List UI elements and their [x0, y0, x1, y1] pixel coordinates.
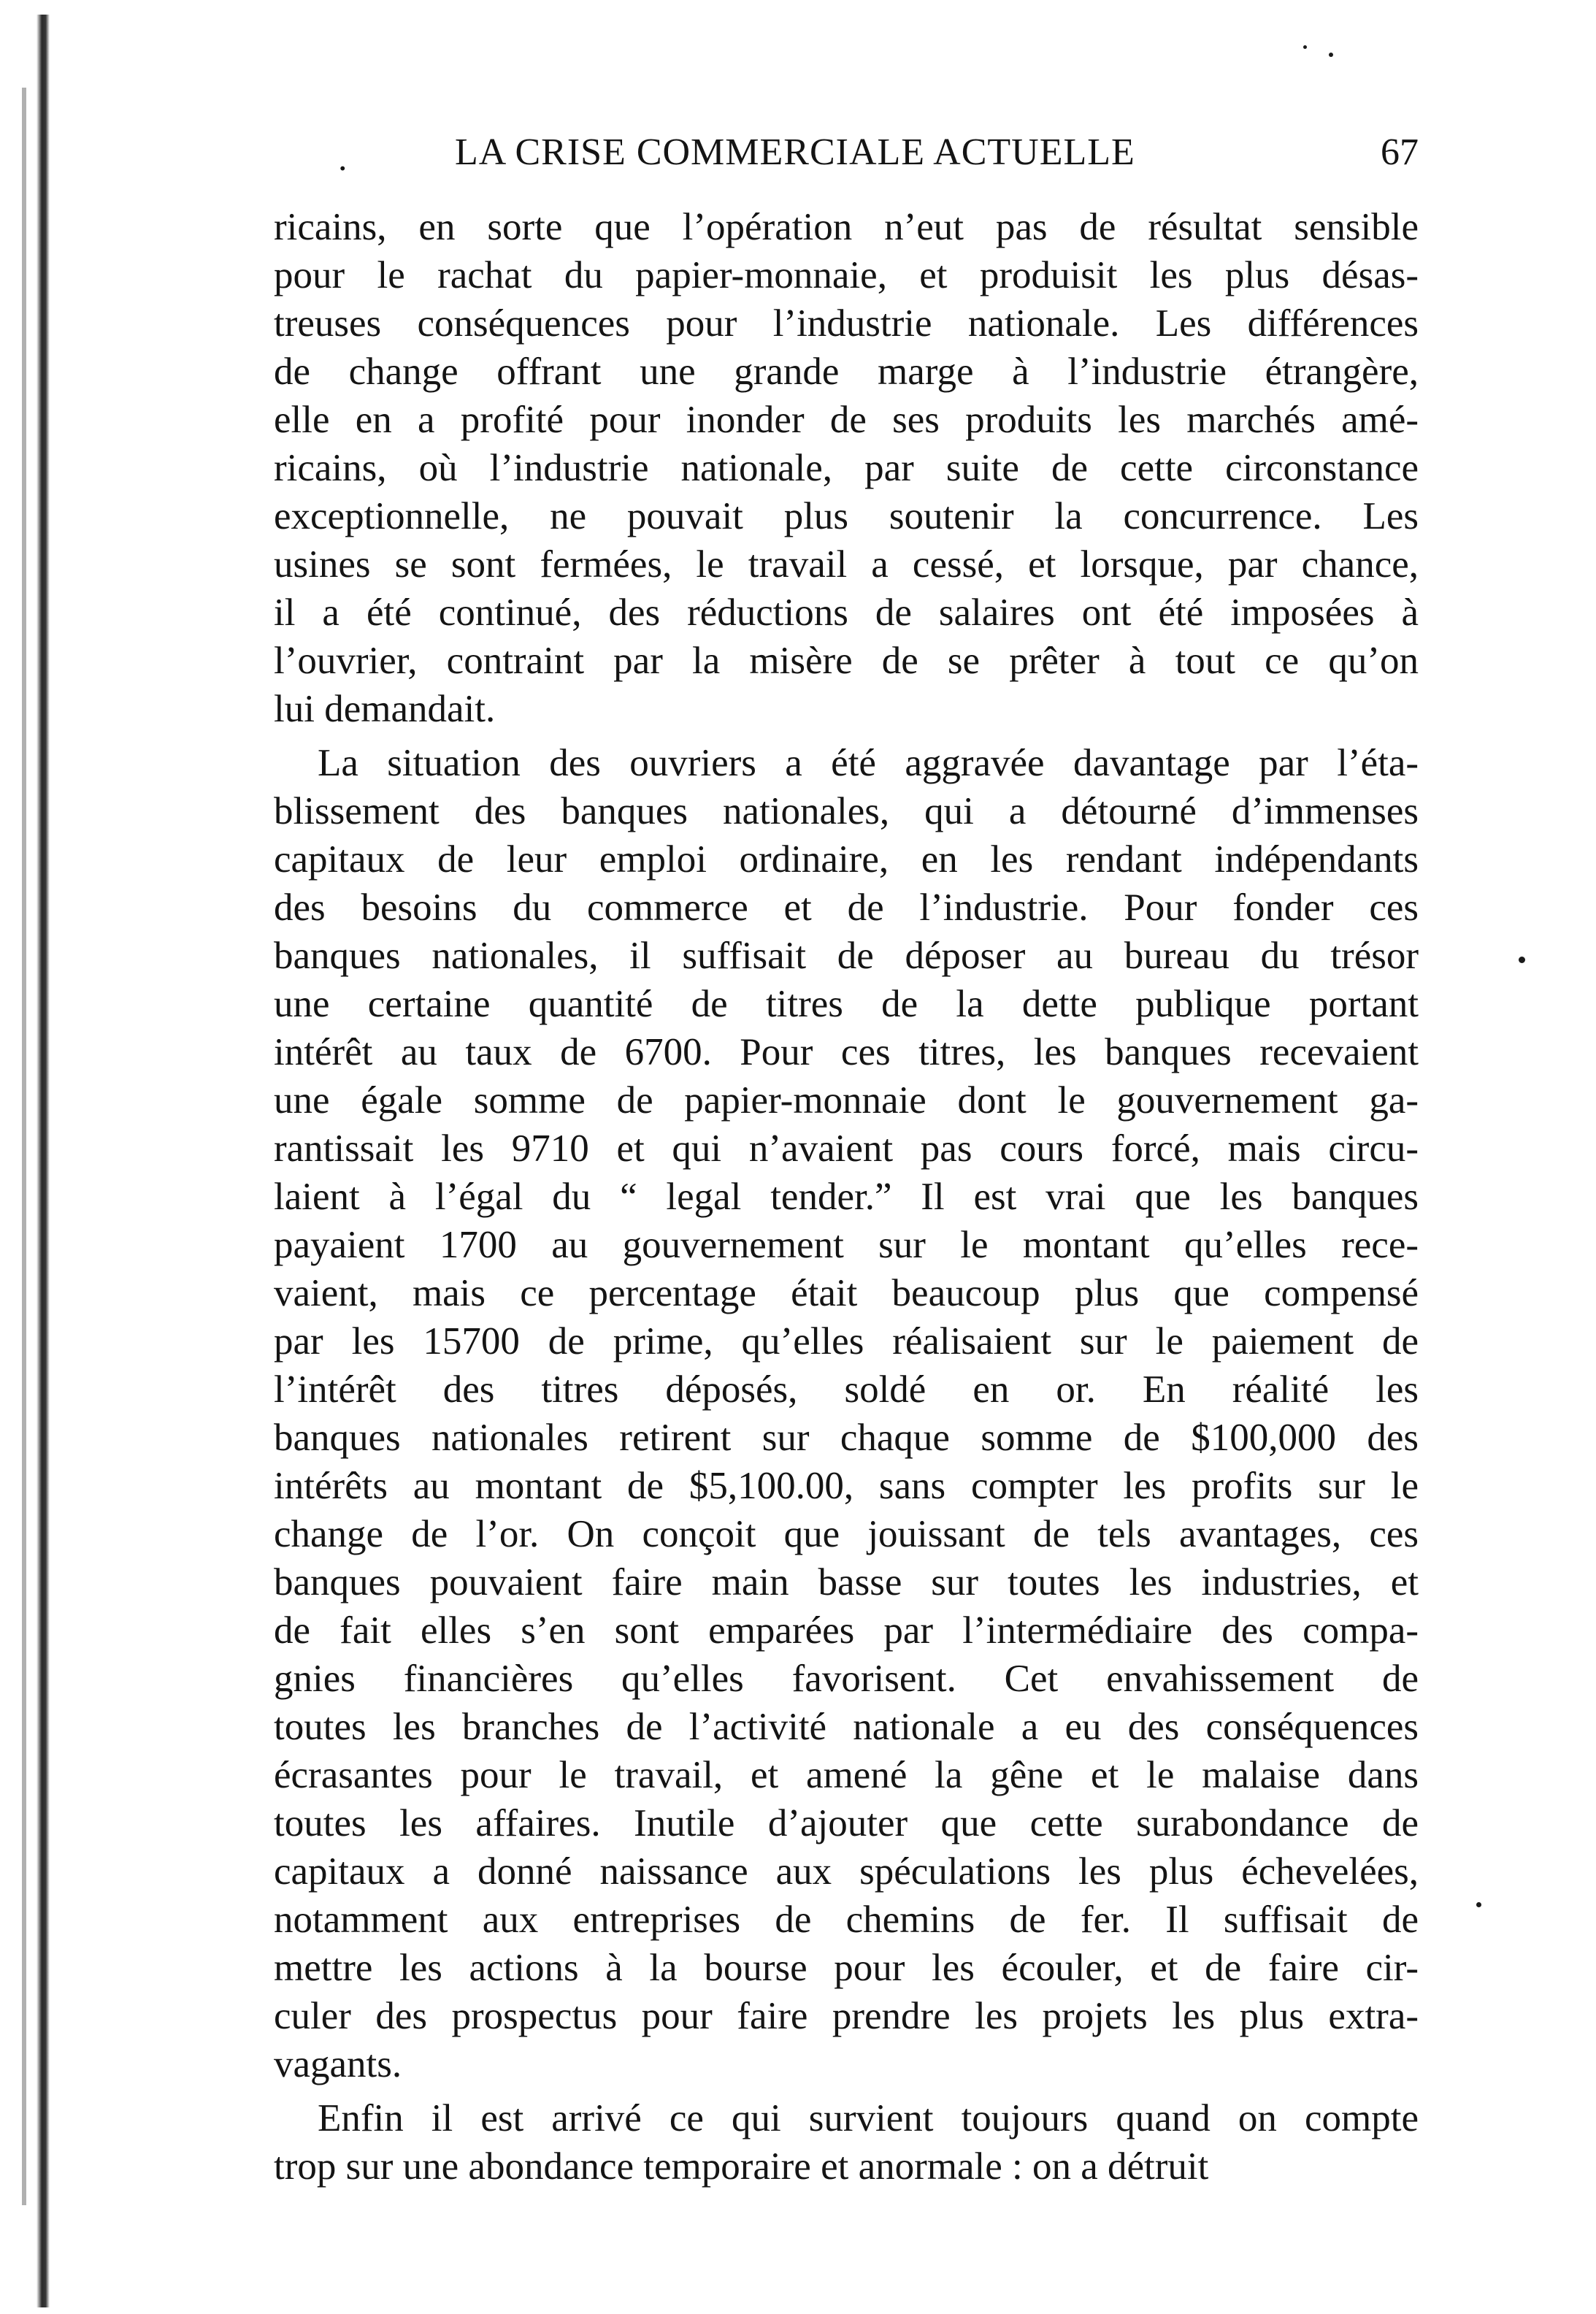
text-line: des besoins du commerce et de l’industrie. Pour fonder ces [274, 886, 1419, 929]
text-line: une égale somme de papier-monnaie dont le gouvernement ga- [274, 1079, 1419, 1122]
text-line: pour le rachat du papier-monnaie, et produisit les plus désas- [274, 254, 1419, 296]
text-line: blissement des banques nationales, qui a détourné d’immenses [274, 790, 1419, 832]
text-line: mettre les actions à la bourse pour les écouler, et de faire cir- [274, 1947, 1419, 1989]
text-line: Enfin il est arrivé ce qui survient toujours quand on compte [318, 2097, 1419, 2139]
text-line: rantissait les 9710 et qui n’avaient pas cours forcé, mais circu- [274, 1127, 1419, 1170]
print-speck [1476, 1902, 1481, 1907]
text-line: écrasantes pour le travail, et amené la gêne et le malaise dans [274, 1754, 1419, 1796]
text-line: par les 15700 de prime, qu’elles réalisaient sur le paiement de [274, 1320, 1419, 1363]
text-line: exceptionnelle, ne pouvait plus soutenir la concurrence. Les [274, 495, 1419, 537]
text-line: banques nationales, il suffisait de déposer au bureau du trésor [274, 935, 1419, 977]
text-line: banques pouvaient faire main basse sur toutes les industries, et [274, 1561, 1419, 1604]
text-line: capitaux a donné naissance aux spéculations les plus échevelées, [274, 1850, 1419, 1893]
text-line: toutes les branches de l’activité nationale a eu des conséquences [274, 1706, 1419, 1748]
text-line: vaient, mais ce percentage était beaucoup plus que compensé [274, 1272, 1419, 1314]
paragraph [274, 739, 1419, 2088]
text-line: ricains, en sorte que l’opération n’eut pas de résultat sensible [274, 206, 1419, 248]
text-line: laient à l’égal du “ legal tender.” Il est vrai que les banques [274, 1176, 1419, 1218]
text-line: culer des prospectus pour faire prendre les projets les plus extra- [274, 1995, 1419, 2037]
text-line: capitaux de leur emploi ordinaire, en les rendant indépendants [274, 838, 1419, 881]
text-line: intérêts au montant de $5,100.00, sans compter les profits sur le [274, 1465, 1419, 1507]
text-line: treuses conséquences pour l’industrie nationale. Les différences [274, 302, 1419, 345]
print-speck [1303, 45, 1307, 49]
text-line: lui demandait. [274, 688, 496, 730]
text-line: l’ouvrier, contraint par la misère de se prêter à tout ce qu’on [274, 640, 1419, 682]
text-line: vagants. [274, 2043, 402, 2085]
text-line: payaient 1700 au gouvernement sur le montant qu’elles rece- [274, 1224, 1419, 1266]
print-speck [1329, 53, 1333, 57]
text-line: il a été continué, des réductions de salaires ont été imposées à [274, 591, 1419, 634]
page-binding-shadow [22, 88, 26, 2205]
print-speck [1519, 957, 1525, 963]
text-line: usines se sont fermées, le travail a cessé, et lorsque, par chance, [274, 543, 1419, 586]
text-line: notamment aux entreprises de chemins de fer. Il suffisait de [274, 1899, 1419, 1941]
paragraph [274, 203, 1419, 733]
header-mark: . [338, 137, 348, 178]
text-line: trop sur une abondance temporaire et anormale : on a détruit [274, 2145, 1209, 2188]
page-binding-edge [37, 15, 50, 2307]
text-line: intérêt au taux de 6700. Pour ces titres, les banques recevaient [274, 1031, 1419, 1073]
page-header [274, 129, 1419, 180]
text-line: de change offrant une grande marge à l’industrie étrangère, [274, 350, 1419, 393]
text-line: elle en a profité pour inonder de ses produits les marchés amé- [274, 399, 1419, 441]
text-line: La situation des ouvriers a été aggravée davantage par l’éta- [318, 742, 1419, 784]
paragraph [274, 2094, 1419, 2191]
paragraph-gap [274, 2088, 1419, 2094]
body-text [274, 203, 1419, 2191]
running-title: LA CRISE COMMERCIALE ACTUELLE [455, 131, 1135, 173]
text-line: change de l’or. On conçoit que jouissant de tels avantages, ces [274, 1513, 1419, 1555]
text-line: l’intérêt des titres déposés, soldé en or. En réalité les [274, 1368, 1419, 1411]
text-line: ricains, où l’industrie nationale, par suite de cette circonstance [274, 447, 1419, 489]
text-line: gnies financières qu’elles favorisent. Cet envahissement de [274, 1658, 1419, 1700]
text-line: banques nationales retirent sur chaque somme de $100,000 des [274, 1417, 1419, 1459]
page-number: 67 [1381, 131, 1419, 173]
text-line: une certaine quantité de titres de la dette publique portant [274, 983, 1419, 1025]
paragraph-gap [274, 733, 1419, 739]
text-line: de fait elles s’en sont emparées par l’intermédiaire des compa- [274, 1609, 1419, 1652]
text-line: toutes les affaires. Inutile d’ajouter que cette surabondance de [274, 1802, 1419, 1844]
